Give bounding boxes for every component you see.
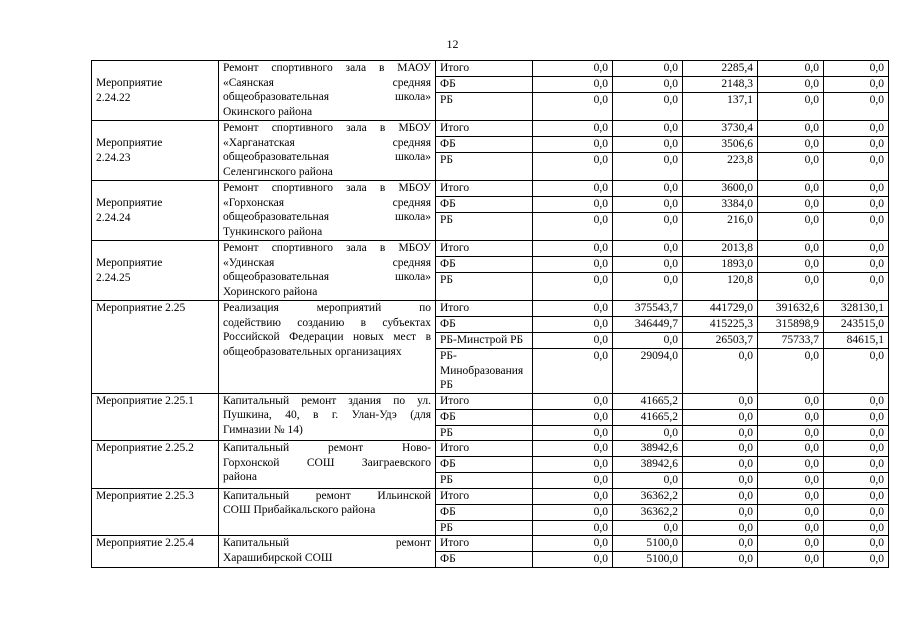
description-line: общеобразовательных организациях bbox=[223, 345, 402, 358]
event-cell bbox=[92, 121, 219, 181]
amount-cell: 315898,9 bbox=[758, 317, 824, 333]
funding-source: РБ bbox=[436, 213, 533, 241]
amount-cell: 415225,3 bbox=[683, 317, 758, 333]
amount-cell: 0,0 bbox=[758, 473, 824, 489]
amount-cell: 2148,3 bbox=[683, 77, 758, 93]
amount-cell: 0,0 bbox=[533, 93, 613, 121]
event-label: Мероприятие bbox=[96, 257, 163, 269]
table-row bbox=[92, 241, 889, 257]
amount-cell: 0,0 bbox=[613, 273, 683, 301]
description-cell bbox=[219, 393, 436, 441]
amount-cell: 0,0 bbox=[683, 473, 758, 489]
amount-cell: 5100,0 bbox=[613, 536, 683, 552]
amount-cell: 0,0 bbox=[824, 520, 889, 536]
amount-cell: 84615,1 bbox=[824, 333, 889, 349]
amount-cell: 0,0 bbox=[533, 257, 613, 273]
description-line: Ремонт спортивного зала в МБОУ bbox=[223, 182, 431, 194]
amount-cell: 0,0 bbox=[613, 473, 683, 489]
event-label: Мероприятие 2.25.3 bbox=[96, 489, 194, 502]
table-row bbox=[92, 441, 889, 457]
description-line: Пушкина, 40, в г. Улан-Удэ (для bbox=[223, 409, 431, 421]
amount-cell: 346449,7 bbox=[613, 317, 683, 333]
amount-cell: 391632,6 bbox=[758, 301, 824, 317]
amount-cell: 0,0 bbox=[824, 153, 889, 181]
amount-cell: 0,0 bbox=[824, 137, 889, 153]
table-row bbox=[92, 121, 889, 137]
amount-cell: 3384,0 bbox=[683, 197, 758, 213]
amount-cell: 0,0 bbox=[758, 425, 824, 441]
amount-cell: 0,0 bbox=[683, 504, 758, 520]
amount-cell: 1893,0 bbox=[683, 257, 758, 273]
description-cell bbox=[219, 488, 436, 536]
amount-cell: 0,0 bbox=[758, 441, 824, 457]
amount-cell: 75733,7 bbox=[758, 333, 824, 349]
funding-source: ФБ bbox=[436, 77, 533, 93]
event-label: 2.24.24 bbox=[96, 211, 131, 224]
description-line: Капитальный ремонт bbox=[223, 537, 431, 549]
amount-cell: 0,0 bbox=[613, 520, 683, 536]
amount-cell: 0,0 bbox=[758, 121, 824, 137]
amount-cell: 0,0 bbox=[613, 93, 683, 121]
description-line: общеобразовательная школа» bbox=[223, 211, 431, 223]
amount-cell: 0,0 bbox=[533, 153, 613, 181]
event-label: Мероприятие 2.25.2 bbox=[96, 442, 194, 454]
description-line: Ремонт спортивного зала в МБОУ bbox=[223, 242, 431, 254]
amount-cell: 0,0 bbox=[758, 137, 824, 153]
table-row bbox=[92, 393, 889, 409]
amount-cell: 0,0 bbox=[824, 93, 889, 121]
description-line: Ремонт спортивного зала в МАОУ bbox=[223, 62, 431, 74]
amount-cell: 0,0 bbox=[824, 409, 889, 425]
amount-cell: 0,0 bbox=[824, 425, 889, 441]
funding-source: ФБ bbox=[436, 504, 533, 520]
description-line: Ремонт спортивного зала в МБОУ bbox=[223, 122, 431, 134]
event-label: Мероприятие bbox=[96, 137, 163, 149]
amount-cell: 0,0 bbox=[758, 197, 824, 213]
description-line: «Удинская средняя bbox=[223, 256, 431, 269]
amount-cell: 0,0 bbox=[824, 349, 889, 394]
funding-source: РБ bbox=[436, 153, 533, 181]
amount-cell: 3506,6 bbox=[683, 137, 758, 153]
description-cell bbox=[219, 301, 436, 394]
description-line: СОШ Прибайкальского района bbox=[223, 504, 376, 516]
description-line: Капитальный ремонт Ильинской bbox=[223, 489, 431, 502]
amount-cell: 0,0 bbox=[758, 213, 824, 241]
amount-cell: 0,0 bbox=[533, 457, 613, 473]
event-label: 2.24.22 bbox=[96, 91, 131, 104]
amount-cell: 120,8 bbox=[683, 273, 758, 301]
page-number: 12 bbox=[446, 37, 459, 51]
amount-cell: 0,0 bbox=[613, 77, 683, 93]
funding-source: Итого bbox=[436, 301, 533, 317]
funding-source: ФБ bbox=[436, 137, 533, 153]
description-line: Российской Федерации новых мест в bbox=[223, 331, 431, 343]
amount-cell: 0,0 bbox=[824, 504, 889, 520]
funding-source: РБ bbox=[436, 473, 533, 489]
funding-source: Итого bbox=[436, 393, 533, 409]
amount-cell: 0,0 bbox=[613, 257, 683, 273]
amount-cell: 0,0 bbox=[758, 273, 824, 301]
description-line: Горхонской СОШ Заиграевского bbox=[223, 456, 431, 469]
amount-cell: 0,0 bbox=[824, 536, 889, 552]
description-line: Окинского района bbox=[223, 105, 313, 118]
amount-cell: 0,0 bbox=[824, 121, 889, 137]
description-line: Реализация мероприятий по bbox=[223, 302, 431, 314]
amount-cell: 0,0 bbox=[533, 77, 613, 93]
amount-cell: 0,0 bbox=[613, 181, 683, 197]
amount-cell: 3600,0 bbox=[683, 181, 758, 197]
amount-cell: 0,0 bbox=[683, 349, 758, 394]
amount-cell: 0,0 bbox=[533, 121, 613, 137]
amount-cell: 0,0 bbox=[824, 441, 889, 457]
amount-cell: 0,0 bbox=[758, 393, 824, 409]
amount-cell: 0,0 bbox=[758, 93, 824, 121]
funding-source: Итого bbox=[436, 441, 533, 457]
description-cell bbox=[219, 536, 436, 568]
event-label: 2.24.25 bbox=[96, 271, 131, 284]
amount-cell: 0,0 bbox=[533, 536, 613, 552]
table-row bbox=[92, 488, 889, 504]
amount-cell: 0,0 bbox=[533, 520, 613, 536]
amount-cell: 0,0 bbox=[683, 457, 758, 473]
amount-cell: 0,0 bbox=[533, 349, 613, 394]
amount-cell: 0,0 bbox=[758, 552, 824, 568]
amount-cell: 0,0 bbox=[533, 552, 613, 568]
amount-cell: 2013,8 bbox=[683, 241, 758, 257]
amount-cell: 29094,0 bbox=[613, 349, 683, 394]
description-line: Капитальный ремонт Ново- bbox=[223, 442, 431, 454]
budget-table bbox=[91, 60, 889, 568]
funding-source: Итого bbox=[436, 241, 533, 257]
table-row bbox=[92, 61, 889, 77]
amount-cell: 0,0 bbox=[533, 393, 613, 409]
amount-cell: 0,0 bbox=[824, 61, 889, 77]
amount-cell: 0,0 bbox=[824, 488, 889, 504]
amount-cell: 0,0 bbox=[683, 441, 758, 457]
description-line: общеобразовательная школа» bbox=[223, 91, 431, 103]
amount-cell: 0,0 bbox=[533, 273, 613, 301]
amount-cell: 0,0 bbox=[533, 301, 613, 317]
description-line: содействию созданию в субъектах bbox=[223, 316, 431, 329]
amount-cell: 0,0 bbox=[824, 273, 889, 301]
amount-cell: 0,0 bbox=[533, 61, 613, 77]
description-cell bbox=[219, 61, 436, 121]
description-cell bbox=[219, 121, 436, 181]
description-cell bbox=[219, 441, 436, 489]
amount-cell: 0,0 bbox=[533, 441, 613, 457]
amount-cell: 5100,0 bbox=[613, 552, 683, 568]
amount-cell: 0,0 bbox=[533, 137, 613, 153]
event-cell bbox=[92, 488, 219, 536]
event-label: Мероприятие 2.25.1 bbox=[96, 394, 194, 407]
amount-cell: 0,0 bbox=[613, 61, 683, 77]
amount-cell: 0,0 bbox=[683, 488, 758, 504]
description-line: Селенгинского района bbox=[223, 165, 333, 178]
amount-cell: 0,0 bbox=[613, 333, 683, 349]
amount-cell: 0,0 bbox=[824, 197, 889, 213]
description-cell bbox=[219, 241, 436, 301]
amount-cell: 216,0 bbox=[683, 213, 758, 241]
description-line: общеобразовательная школа» bbox=[223, 151, 431, 163]
funding-source: ФБ bbox=[436, 257, 533, 273]
table-row bbox=[92, 181, 889, 197]
funding-source: Итого bbox=[436, 488, 533, 504]
amount-cell: 38942,6 bbox=[613, 441, 683, 457]
amount-cell: 38942,6 bbox=[613, 457, 683, 473]
amount-cell: 0,0 bbox=[683, 552, 758, 568]
amount-cell: 3730,4 bbox=[683, 121, 758, 137]
amount-cell: 2285,4 bbox=[683, 61, 758, 77]
amount-cell: 0,0 bbox=[758, 77, 824, 93]
funding-source: Итого bbox=[436, 181, 533, 197]
description-line: «Саянская средняя bbox=[223, 76, 431, 89]
amount-cell: 0,0 bbox=[824, 552, 889, 568]
description-line: «Горхонская средняя bbox=[223, 196, 431, 209]
amount-cell: 0,0 bbox=[533, 488, 613, 504]
amount-cell: 0,0 bbox=[758, 241, 824, 257]
amount-cell: 375543,7 bbox=[613, 301, 683, 317]
description-line: района bbox=[223, 471, 258, 483]
event-label: Мероприятие 2.25 bbox=[96, 302, 186, 314]
event-cell bbox=[92, 241, 219, 301]
description-line: Хоринского района bbox=[223, 285, 318, 298]
funding-source: ФБ bbox=[436, 409, 533, 425]
funding-source: ФБ bbox=[436, 317, 533, 333]
amount-cell: 0,0 bbox=[758, 61, 824, 77]
amount-cell: 0,0 bbox=[758, 349, 824, 394]
amount-cell: 0,0 bbox=[824, 213, 889, 241]
event-cell bbox=[92, 61, 219, 121]
amount-cell: 0,0 bbox=[533, 197, 613, 213]
amount-cell: 0,0 bbox=[613, 137, 683, 153]
funding-source: РБ bbox=[436, 425, 533, 441]
amount-cell: 26503,7 bbox=[683, 333, 758, 349]
event-label: 2.24.23 bbox=[96, 151, 131, 164]
amount-cell: 0,0 bbox=[683, 409, 758, 425]
amount-cell: 0,0 bbox=[824, 457, 889, 473]
event-cell bbox=[92, 393, 219, 441]
event-label: Мероприятие bbox=[96, 197, 163, 209]
amount-cell: 0,0 bbox=[824, 241, 889, 257]
funding-source: РБ bbox=[436, 273, 533, 301]
amount-cell: 0,0 bbox=[758, 409, 824, 425]
amount-cell: 0,0 bbox=[683, 393, 758, 409]
amount-cell: 0,0 bbox=[533, 181, 613, 197]
amount-cell: 0,0 bbox=[533, 213, 613, 241]
amount-cell: 0,0 bbox=[533, 333, 613, 349]
event-cell bbox=[92, 536, 219, 568]
amount-cell: 0,0 bbox=[533, 241, 613, 257]
amount-cell: 0,0 bbox=[758, 153, 824, 181]
amount-cell: 328130,1 bbox=[824, 301, 889, 317]
amount-cell: 0,0 bbox=[824, 473, 889, 489]
amount-cell: 0,0 bbox=[613, 153, 683, 181]
amount-cell: 0,0 bbox=[533, 317, 613, 333]
funding-source: РБ- Минобразования РБ bbox=[436, 349, 533, 394]
description-line: «Харганатская средняя bbox=[223, 136, 431, 149]
amount-cell: 41665,2 bbox=[613, 409, 683, 425]
amount-cell: 0,0 bbox=[613, 241, 683, 257]
amount-cell: 0,0 bbox=[533, 409, 613, 425]
event-label: Мероприятие bbox=[96, 77, 163, 89]
amount-cell: 0,0 bbox=[613, 121, 683, 137]
funding-source: Итого bbox=[436, 61, 533, 77]
description-cell bbox=[219, 181, 436, 241]
amount-cell: 441729,0 bbox=[683, 301, 758, 317]
description-line: Капитальный ремонт здания по ул. bbox=[223, 394, 431, 407]
amount-cell: 0,0 bbox=[613, 197, 683, 213]
amount-cell: 0,0 bbox=[683, 520, 758, 536]
amount-cell: 243515,0 bbox=[824, 317, 889, 333]
event-cell bbox=[92, 301, 219, 394]
amount-cell: 0,0 bbox=[824, 77, 889, 93]
amount-cell: 0,0 bbox=[758, 520, 824, 536]
amount-cell: 36362,2 bbox=[613, 488, 683, 504]
amount-cell: 0,0 bbox=[758, 257, 824, 273]
table-row bbox=[92, 301, 889, 317]
funding-source: РБ bbox=[436, 520, 533, 536]
description-line: общеобразовательная школа» bbox=[223, 271, 431, 283]
amount-cell: 0,0 bbox=[613, 425, 683, 441]
funding-source: РБ-Минстрой РБ bbox=[436, 333, 533, 349]
amount-cell: 0,0 bbox=[758, 504, 824, 520]
funding-source: Итого bbox=[436, 121, 533, 137]
amount-cell: 0,0 bbox=[758, 181, 824, 197]
table-row bbox=[92, 536, 889, 552]
funding-source: ФБ bbox=[436, 197, 533, 213]
amount-cell: 0,0 bbox=[613, 213, 683, 241]
description-line: Харашибирской СОШ bbox=[223, 551, 333, 564]
amount-cell: 41665,2 bbox=[613, 393, 683, 409]
event-cell bbox=[92, 441, 219, 489]
amount-cell: 137,1 bbox=[683, 93, 758, 121]
funding-source: РБ bbox=[436, 93, 533, 121]
amount-cell: 223,8 bbox=[683, 153, 758, 181]
amount-cell: 0,0 bbox=[824, 257, 889, 273]
amount-cell: 0,0 bbox=[683, 425, 758, 441]
amount-cell: 36362,2 bbox=[613, 504, 683, 520]
funding-source: Итого bbox=[436, 536, 533, 552]
amount-cell: 0,0 bbox=[824, 181, 889, 197]
funding-source: ФБ bbox=[436, 457, 533, 473]
amount-cell: 0,0 bbox=[533, 504, 613, 520]
amount-cell: 0,0 bbox=[533, 473, 613, 489]
amount-cell: 0,0 bbox=[758, 536, 824, 552]
event-cell bbox=[92, 181, 219, 241]
funding-source: ФБ bbox=[436, 552, 533, 568]
amount-cell: 0,0 bbox=[824, 393, 889, 409]
description-line: Тункинского района bbox=[223, 225, 323, 238]
amount-cell: 0,0 bbox=[533, 425, 613, 441]
event-label: Мероприятие 2.25.4 bbox=[96, 537, 194, 549]
description-line: Гимназии № 14) bbox=[223, 423, 303, 436]
amount-cell: 0,0 bbox=[758, 457, 824, 473]
amount-cell: 0,0 bbox=[758, 488, 824, 504]
amount-cell: 0,0 bbox=[683, 536, 758, 552]
